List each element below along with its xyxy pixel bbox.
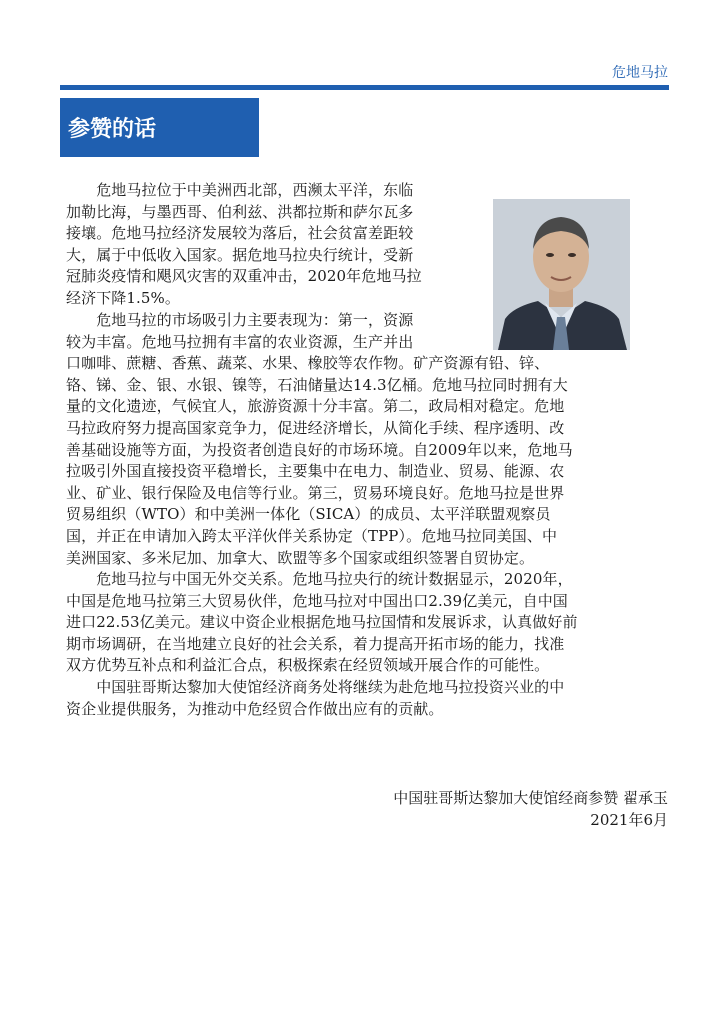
text-line: 大，属于中低收入国家。据危地马拉央行统计，受新 [66, 245, 414, 264]
text-line: 国，并正在申请加入跨太平洋伙伴关系协定（TPP）。危地马拉同美国、中 [66, 526, 558, 545]
text-line: 期市场调研，在当地建立良好的社会关系，着力提高开拓市场的能力，找准 [66, 634, 565, 653]
page-title: 参赞的话 [60, 98, 259, 157]
signature-date: 2021年6月 [590, 810, 668, 829]
text-line: 中国是危地马拉第三大贸易伙伴，危地马拉对中国出口2.39亿美元，自中国 [66, 591, 568, 610]
text-line: 美洲国家、多米尼加、加拿大、欧盟等多个国家或组织签署自贸协定。 [66, 548, 535, 567]
text-line: 危地马拉与中国无外交关系。危地马拉央行的统计数据显示，2020年， [66, 570, 573, 588]
paragraph-3 [66, 569, 578, 677]
text-line: 铬、锑、金、银、水银、镍等，石油储量达14.3亿桶。危地马拉同时拥有大 [66, 375, 568, 394]
text-line: 中国驻哥斯达黎加大使馆经济商务处将继续为赴危地马拉投资兴业的中 [66, 678, 565, 696]
text-line: 进口22.53亿美元。建议中资企业根据危地马拉国情和发展诉求，认真做好前 [66, 613, 578, 632]
signature-author: 中国驻哥斯达黎加大使馆经商参赞 翟承玉 [393, 789, 668, 807]
text-line: 马拉政府努力提高国家竞争力，促进经济增长，从简化手续、程序透明、改 [66, 418, 565, 437]
signature-block [393, 788, 668, 831]
section-label: 危地马拉 [612, 65, 668, 81]
paragraph-4 [66, 677, 564, 720]
text-line: 口咖啡、蔗糖、香蕉、蔬菜、水果、橡胶等农作物。矿产资源有铅、锌、 [66, 354, 550, 373]
text-line: 较为丰富。危地马拉拥有丰富的农业资源，生产并出 [66, 332, 414, 351]
text-line: 加勒比海，与墨西哥、伯利兹、洪都拉斯和萨尔瓦多 [66, 202, 414, 221]
text-line: 危地马拉位于中美洲西北部，西濒太平洋，东临 [66, 181, 414, 199]
text-line: 善基础设施等方面，为投资者创造良好的市场环境。自2009年以来，危地马 [66, 440, 573, 459]
text-line: 接壤。危地马拉经济发展较为落后，社会贫富差距较 [66, 224, 414, 243]
paragraph-1 [66, 180, 422, 310]
paragraph-2 [66, 310, 573, 569]
text-line: 量的文化遗迹，气候宜人，旅游资源十分丰富。第二，政局相对稳定。危地 [66, 397, 565, 416]
text-line: 冠肺炎疫情和飓风灾害的双重冲击，2020年危地马拉 [66, 267, 422, 286]
text-line: 资企业提供服务，为推动中危经贸合作做出应有的贡献。 [66, 699, 444, 718]
header-divider [60, 85, 669, 90]
text-line: 双方优势互补点和利益汇合点，积极探索在经贸领域开展合作的可能性。 [66, 656, 550, 675]
text-line: 危地马拉的市场吸引力主要表现为：第一，资源 [66, 311, 414, 329]
text-line: 经济下降1.5%。 [66, 288, 181, 307]
text-line: 业、矿业、银行保险及电信等行业。第三，贸易环境良好。危地马拉是世界 [66, 483, 565, 502]
text-line: 拉吸引外国直接投资平稳增长，主要集中在电力、制造业、贸易、能源、农 [66, 462, 565, 481]
text-line: 贸易组织（WTO）和中美洲一体化（SICA）的成员、太平洋联盟观察员 [66, 505, 551, 524]
